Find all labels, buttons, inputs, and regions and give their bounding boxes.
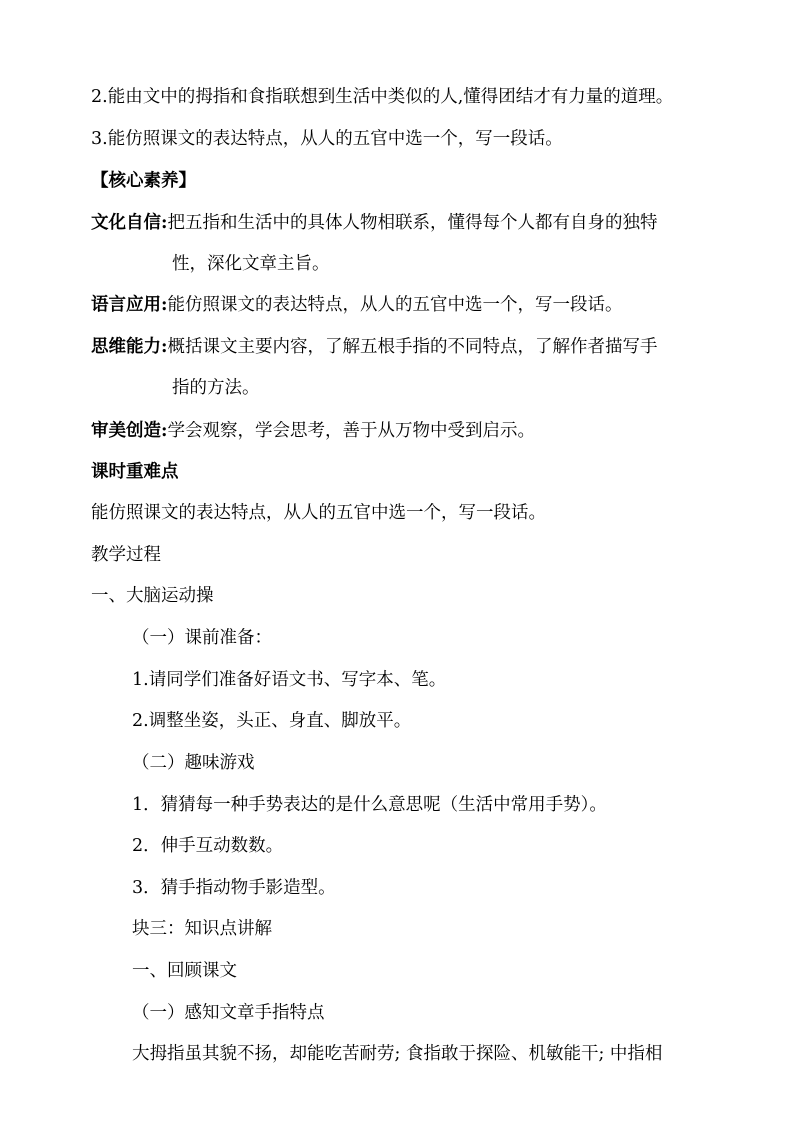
aesthetic-creation-item <box>91 418 711 444</box>
culture-confidence-cont: 性，深化文章主旨。 <box>172 254 330 274</box>
thinking-ability-item <box>91 334 711 360</box>
block-3-heading: 块三：知识点讲解 <box>132 919 272 939</box>
prep-item-2: 2.调整坐姿，头正、身直、脚放平。 <box>132 711 412 731</box>
culture-confidence-item <box>91 210 711 236</box>
pre-class-prep-heading: （一）课前准备： <box>132 628 272 648</box>
aesthetic-creation-term: 审美创造: <box>91 421 168 441</box>
objective-2: 2.能由文中的拇指和食指联想到生活中类似的人,懂得团结才有力量的道理。 <box>91 87 674 107</box>
culture-confidence-text: 把五指和生活中的具体人物相联系，懂得每个人都有自身的独特 <box>167 213 658 233</box>
language-use-text: 能仿照课文的表达特点，从人的五官中选一个，写一段话。 <box>167 295 623 315</box>
game-item-3: 3．猜手指动物手影造型。 <box>132 878 336 898</box>
language-use-term: 语言应用: <box>91 295 168 315</box>
step-brain-exercise: 一、大脑运动操 <box>91 586 214 606</box>
review-text-heading: 一、回顾课文 <box>132 961 237 981</box>
finger-traits-paragraph: 大拇指虽其貌不扬，却能吃苦耐劳; 食指敢于探险、机敏能干; 中指相 <box>132 1044 663 1064</box>
language-use-item <box>91 292 711 318</box>
culture-confidence-term: 文化自信: <box>91 213 168 233</box>
game-item-1: 1．猜猜每一种手势表达的是什么意思呢（生活中常用手势）。 <box>132 795 607 815</box>
perceive-finger-traits-heading: （一）感知文章手指特点 <box>132 1003 325 1023</box>
game-item-2: 2．伸手互动数数。 <box>132 836 284 856</box>
fun-game-heading: （二）趣味游戏 <box>132 753 255 773</box>
core-literacy-heading: 【核心素养】 <box>91 171 196 191</box>
objective-3: 3.能仿照课文的表达特点，从人的五官中选一个，写一段话。 <box>91 129 563 149</box>
thinking-ability-cont: 指的方法。 <box>172 378 260 398</box>
key-difficulty-text: 能仿照课文的表达特点，从人的五官中选一个，写一段话。 <box>91 503 546 523</box>
prep-item-1: 1.请同学们准备好语文书、写字本、笔。 <box>132 670 447 690</box>
aesthetic-creation-text: 学会观察，学会思考，善于从万物中受到启示。 <box>167 421 535 441</box>
thinking-ability-term: 思维能力: <box>91 337 168 357</box>
thinking-ability-text: 概括课文主要内容，了解五根手指的不同特点，了解作者描写手 <box>167 337 658 357</box>
teaching-process-heading: 教学过程 <box>91 545 161 565</box>
key-difficulty-heading: 课时重难点 <box>91 462 179 482</box>
